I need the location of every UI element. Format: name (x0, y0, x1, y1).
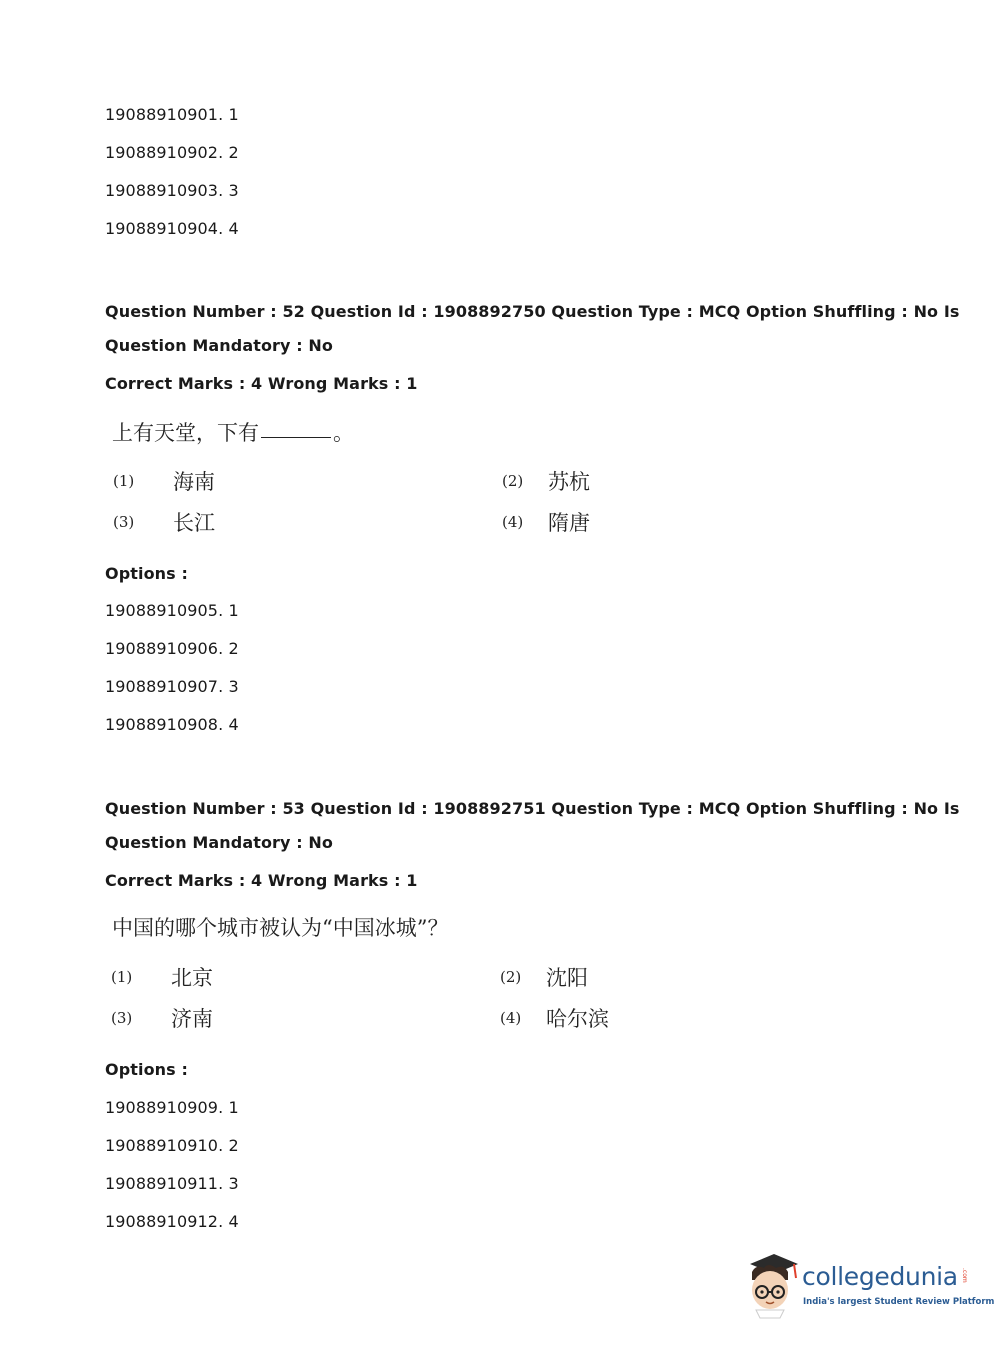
option-line: 19088910902. 2 (105, 143, 239, 162)
option-line: 19088910905. 1 (105, 601, 239, 620)
question-marks: Correct Marks : 4 Wrong Marks : 1 (105, 871, 418, 890)
answer-blank (261, 436, 331, 438)
question-text: 中国的哪个城市被认为“中国冰城”？ (112, 916, 449, 940)
choice-text: 隋唐 (548, 511, 590, 535)
option-line: 19088910911. 3 (105, 1174, 239, 1193)
choice-text: 沈阳 (546, 966, 588, 990)
choice-text: 济南 (171, 1007, 213, 1031)
choice-number: (3) (113, 513, 135, 531)
question-header: Question Number : 53 Question Id : 1908892751 Question Type : MCQ Option Shuffling : No Is (105, 799, 960, 818)
choice-number: (2) (500, 968, 522, 986)
question-text-before: 上有天堂，下有 (112, 421, 259, 445)
question-header-cont: Question Mandatory : No (105, 833, 333, 852)
option-line: 19088910908. 4 (105, 715, 239, 734)
choice-text: 苏杭 (548, 470, 590, 494)
question-text (112, 417, 354, 447)
choice-text: 哈尔滨 (546, 1007, 609, 1031)
choice-number: (1) (111, 968, 133, 986)
option-line: 19088910904. 4 (105, 219, 239, 238)
student-mascot-icon (742, 1250, 802, 1320)
option-line: 19088910901. 1 (105, 105, 239, 124)
question-header: Question Number : 52 Question Id : 1908892750 Question Type : MCQ Option Shuffling : No Is (105, 302, 960, 321)
option-line: 19088910907. 3 (105, 677, 239, 696)
choice-number: (2) (502, 472, 524, 490)
choice-text: 北京 (171, 966, 213, 990)
question-marks: Correct Marks : 4 Wrong Marks : 1 (105, 374, 418, 393)
options-label: Options : (105, 564, 188, 583)
choice-number: (4) (502, 513, 524, 531)
question-header-cont: Question Mandatory : No (105, 336, 333, 355)
option-line: 19088910906. 2 (105, 639, 239, 658)
option-line: 19088910910. 2 (105, 1136, 239, 1155)
option-line: 19088910912. 4 (105, 1212, 239, 1231)
choice-text: 长江 (173, 511, 215, 535)
option-line: 19088910909. 1 (105, 1098, 239, 1117)
choice-number: (3) (111, 1009, 133, 1027)
collegedunia-logo[interactable] (742, 1250, 995, 1320)
choice-number: (4) (500, 1009, 522, 1027)
option-line: 19088910903. 3 (105, 181, 239, 200)
logo-domain-suffix: .com (961, 1268, 968, 1283)
options-label: Options : (105, 1060, 188, 1079)
logo-wordmark: collegedunia (802, 1262, 958, 1291)
choice-text: 海南 (173, 470, 215, 494)
choice-number: (1) (113, 472, 135, 490)
logo-tagline: India's largest Student Review Platform (803, 1297, 995, 1307)
question-text-after: 。 (333, 421, 354, 445)
